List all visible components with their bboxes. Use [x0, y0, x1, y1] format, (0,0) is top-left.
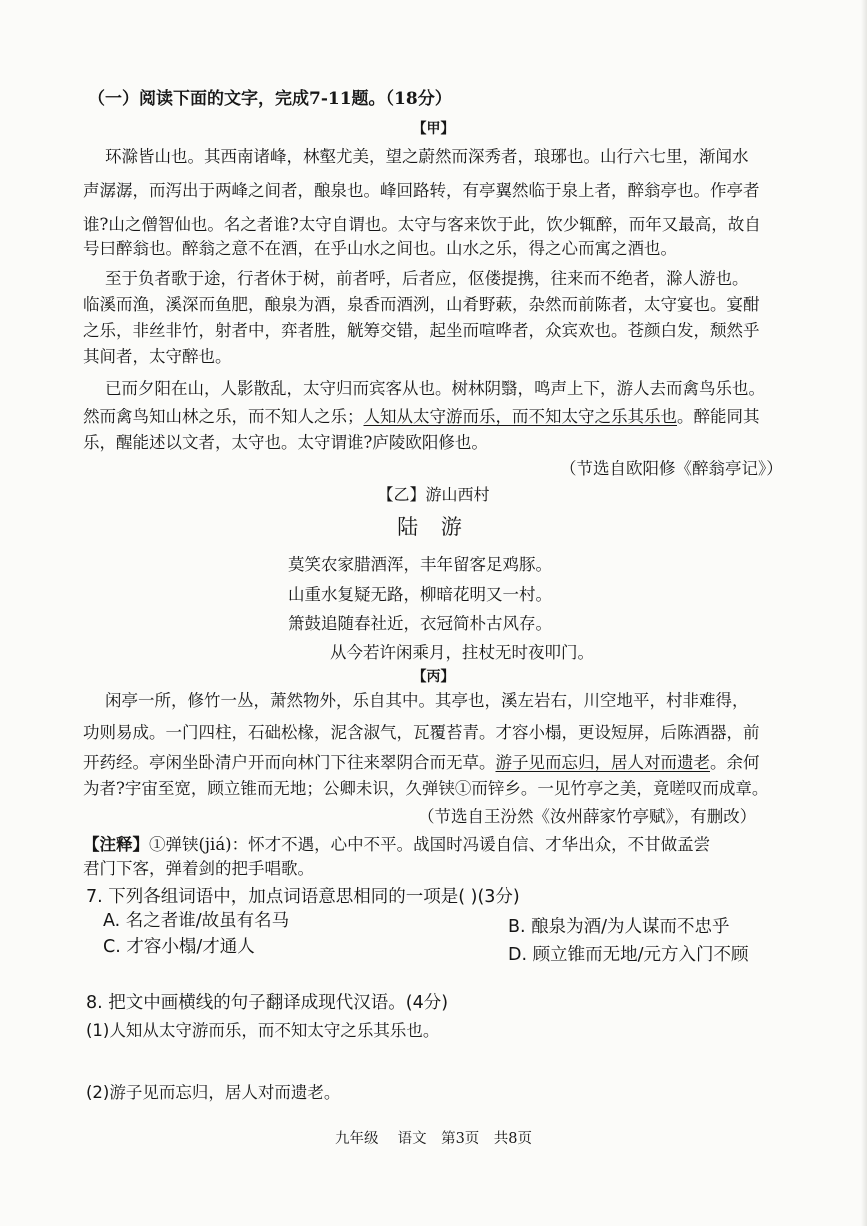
question-8-item: (1)人知从太守游而乐，而不知太守之乐其乐也。	[86, 1021, 440, 1040]
passage-bing-line: 为者?宇宙至宽，顾立锥而无地；公卿未识，久弹铗①而锌乡。一见竹亭之美，竟嗟叹而成章。	[83, 779, 769, 798]
passage-jia-line: 谁?山之僧智仙也。名之者谁?太守自谓也。太守与客来饮于此，饮少辄醉，而年又最高，故自	[83, 215, 761, 234]
question-7-option-b[interactable]: B. 酿泉为酒/为人谋而不忠乎	[508, 917, 730, 937]
passage-jia-line-composite	[83, 406, 760, 428]
passage-jia-text: 。醉能同其	[677, 407, 760, 426]
passage-jia-marker: 【甲】	[412, 121, 455, 137]
passage-jia-line: 乐，醒能述以文者，太守也。太守谓谁?庐陵欧阳修也。	[83, 433, 488, 452]
passage-bing-source: （节选自王汾然《汝州薛家竹亭赋》，有删改）	[418, 807, 757, 826]
underlined-sentence-2: 游子见而忘归，居人对而遗老	[495, 753, 710, 772]
passage-jia-line: 号曰醉翁也。醉翁之意不在酒，在乎山水之间也。山水之乐，得之心而寓之酒也。	[83, 239, 677, 258]
poem-line: 箫鼓追随春社近，衣冠简朴古风存。	[288, 614, 552, 633]
scan-edge-shadow	[861, 0, 867, 1226]
poem-line: 从今若许闲乘月，拄杖无时夜叩门。	[330, 643, 594, 662]
annotation-label: 【注释】	[83, 835, 149, 854]
question-7-stem: 7. 下列各组词语中，加点词语意思相同的一项是( )(3分)	[86, 887, 520, 907]
passage-jia-line: 声潺潺，而泻出于两峰之间者，酿泉也。峰回路转，有亭翼然临于泉上者，醉翁亭也。作亭者	[83, 181, 760, 200]
question-8-item: (2)游子见而忘归，居人对而遗老。	[86, 1083, 341, 1102]
passage-bing-text: 开药经。亭闲坐卧清户开而向林门下往来翠阴合而无草。	[83, 753, 496, 772]
passage-bing-marker: 【丙】	[412, 669, 455, 685]
annotation-line: 君门下客，弹着剑的把手唱歌。	[83, 859, 314, 878]
poem-line: 山重水复疑无路，柳暗花明又一村。	[288, 585, 552, 604]
poem-author: 陆 游	[397, 515, 470, 539]
section-heading: （一）阅读下面的文字，完成7-11题。（18分）	[88, 89, 452, 109]
passage-bing-line-composite	[83, 752, 760, 774]
passage-jia-line: 环滁皆山也。其西南诸峰，林壑尤美，望之蔚然而深秀者，琅琊也。山行六七里，渐闻水	[105, 147, 749, 166]
passage-jia-line: 之乐，非丝非竹，射者中，弈者胜，觥筹交错，起坐而喧哗者，众宾欢也。苍颜白发，颓然乎	[83, 321, 760, 340]
annotation-text: ①弹铗(jiá)：怀才不遇，心中不平。战国时冯谖自信、才华出众，不甘做孟尝	[149, 835, 711, 854]
underlined-sentence-1: 人知从太守游而乐，而不知太守之乐其乐也	[363, 407, 677, 426]
poem-line: 莫笑农家腊酒浑，丰年留客足鸡豚。	[288, 555, 552, 574]
passage-jia-text: 然而禽鸟知山林之乐，而不知人之乐；	[83, 407, 364, 426]
passage-bing-line: 闲亭一所，修竹一丛，萧然物外，乐自其中。其亭也，溪左岩右，川空地平，村非难得，	[105, 691, 749, 710]
question-7-option-a[interactable]: A. 名之者谁/故虽有名马	[103, 911, 290, 931]
question-7-option-c[interactable]: C. 才容小榻/才通人	[103, 937, 255, 957]
question-8-stem: 8. 把文中画横线的句子翻译成现代汉语。(4分)	[86, 993, 449, 1013]
passage-bing-line: 功则易成。一门四柱，石础松椽，泥含淑气，瓦覆苔青。才容小榻，更设短屏，后陈酒器，前	[83, 723, 760, 742]
passage-jia-line: 临溪而渔，溪深而鱼肥，酿泉为酒，泉香而酒洌，山肴野蔌，杂然而前陈者，太守宴也。宴酣	[83, 295, 760, 314]
question-7-option-d[interactable]: D. 顾立锥而无地/元方入门不顾	[508, 945, 749, 965]
passage-jia-line: 至于负者歌于途，行者休于树，前者呼，后者应，伛偻提携，往来而不绝者，滁人游也。	[105, 269, 749, 288]
passage-bing-text: 。余何	[710, 753, 760, 772]
passage-jia-line: 其间者，太守醉也。	[83, 347, 232, 366]
page-footer: 九年级 语文 第3页 共8页	[334, 1131, 533, 1147]
passage-jia-source: （节选自欧阳修《醉翁亭记》）	[560, 459, 783, 478]
passage-yi-marker: 【乙】游山西村	[377, 485, 490, 504]
annotation-line	[83, 834, 710, 856]
passage-jia-line: 已而夕阳在山，人影散乱，太守归而宾客从也。树林阴翳，鸣声上下，游人去而禽鸟乐也。	[105, 379, 765, 398]
